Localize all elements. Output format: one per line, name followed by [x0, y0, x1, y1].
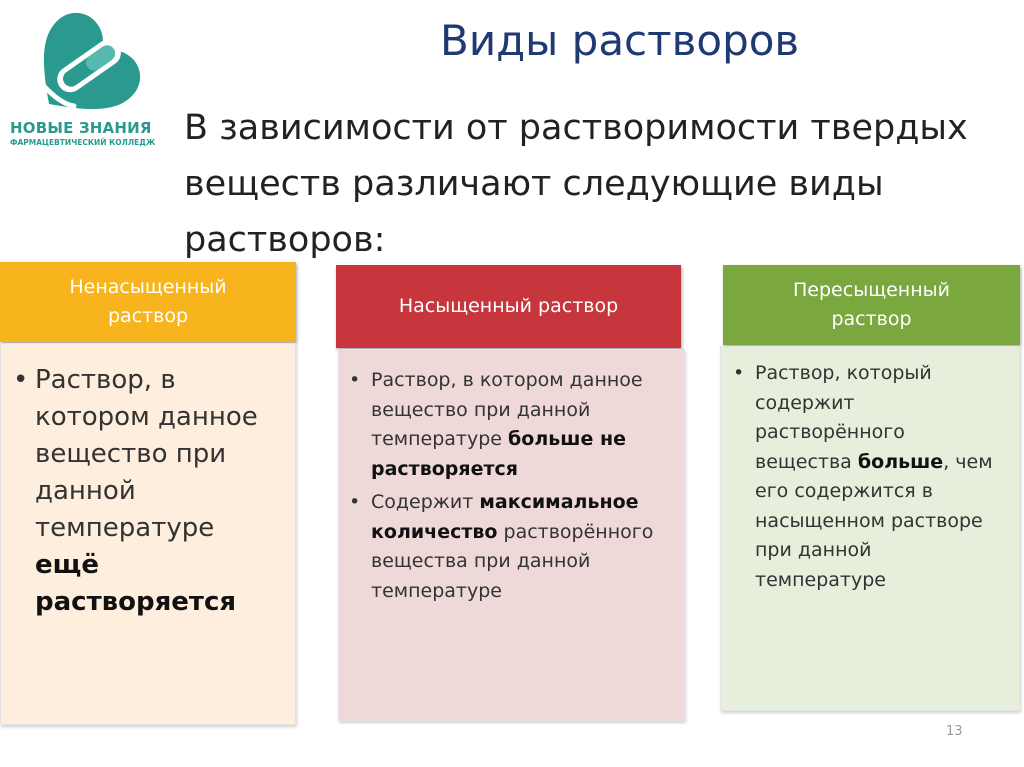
- card-saturated-heading: Насыщенный раствор: [398, 295, 619, 317]
- bullet-text: Раствор, в котором данное вещество при данной температуре: [35, 365, 258, 543]
- bullet-glyph: •: [349, 369, 361, 391]
- bullet-bold: максимальное количество: [371, 491, 639, 543]
- bullet-glyph: •: [733, 362, 745, 384]
- bullet-bold: больше: [857, 450, 944, 473]
- logo-subtitle: ФАРМАЦЕВТИЧЕСКИЙ КОЛЛЕДЖ: [10, 138, 156, 147]
- bullet-text: Содержит: [371, 491, 480, 513]
- bullet-text: Раствор, который содержит растворённого вещества: [755, 362, 932, 473]
- card-unsaturated-bullet: [7, 362, 265, 621]
- card-supersaturated-heading: Пересыщенный раствор: [793, 279, 950, 330]
- card-saturated-header: [336, 265, 681, 348]
- card-supersaturated-body: [720, 346, 1020, 711]
- slide-title: Виды растворов: [440, 16, 800, 65]
- bullet-glyph: •: [349, 491, 361, 513]
- card-unsaturated-body: [0, 343, 296, 725]
- bullet-after: , чем его содержится в насыщенном растворе при данной температуре: [755, 450, 993, 591]
- bullet-glyph: •: [13, 365, 29, 395]
- card-saturated-bullet: [343, 488, 666, 606]
- page-number: 13: [946, 724, 963, 739]
- card-saturated-bullet: [343, 366, 666, 484]
- bullet-after: растворённого вещества при данной температуре: [371, 520, 654, 602]
- card-unsaturated-header: [0, 262, 296, 342]
- intro-text: В зависимости от растворимости твердых веществ различают следующие виды растворов:: [184, 108, 968, 260]
- card-saturated-body: [338, 349, 685, 721]
- card-supersaturated-bullet: [727, 359, 1005, 595]
- bullet-bold: больше не растворяется: [371, 428, 626, 480]
- card-supersaturated-header: [723, 265, 1020, 345]
- bullet-bold: ещё растворяется: [35, 550, 237, 617]
- bullet-text: Раствор, в котором данное вещество при данной температуре: [371, 369, 643, 450]
- card-unsaturated-heading: Ненасыщенный раствор: [69, 276, 227, 327]
- logo-title: НОВЫЕ ЗНАНИЯ: [10, 119, 152, 137]
